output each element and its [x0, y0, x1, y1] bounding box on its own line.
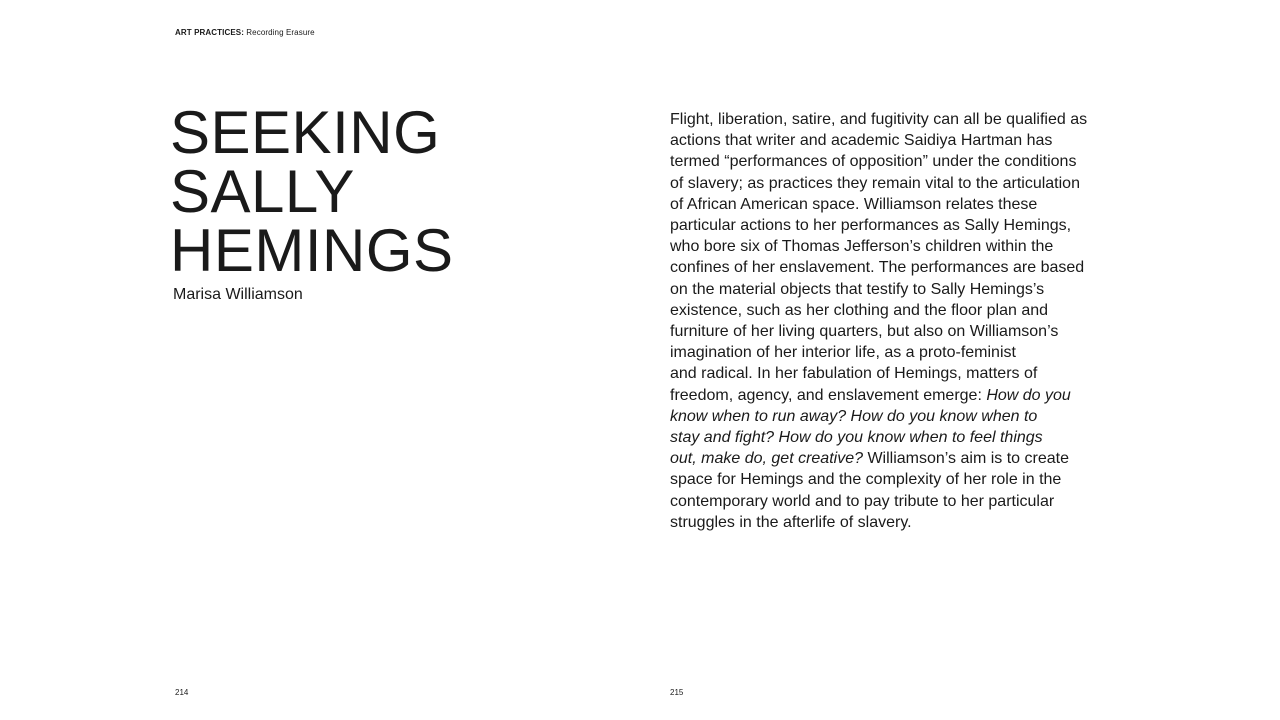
body-italic-run: know when to run away? How do you know when to	[670, 407, 1038, 425]
body-line	[670, 173, 1110, 194]
body-line	[670, 512, 1110, 533]
body-line	[670, 194, 1110, 215]
running-header-section: ART PRACTICES:	[175, 28, 244, 37]
body-line	[670, 300, 1110, 321]
body-text-run: confines of her enslavement. The performances are based	[670, 259, 1085, 277]
body-line	[670, 491, 1110, 512]
body-text-run: struggles in the afterlife of slavery.	[670, 513, 912, 531]
body-line	[670, 363, 1110, 384]
body-text-run: Williamson’s aim is to create	[863, 450, 1069, 468]
body-line	[670, 130, 1110, 151]
body-line	[670, 257, 1110, 278]
body-text-run: of slavery; as practices they remain vital to the articulation	[670, 174, 1080, 192]
body-line	[670, 427, 1110, 448]
running-header	[175, 28, 315, 37]
body-line	[670, 321, 1110, 342]
title-line: SEEKING	[170, 99, 441, 166]
body-text-run: termed “performances of opposition” under the conditions	[670, 153, 1077, 171]
author-name: Marisa Williamson	[173, 286, 303, 303]
body-italic-run: How do you	[986, 386, 1071, 404]
body-line	[670, 279, 1110, 300]
body-text-run: on the material objects that testify to Sally Hemings’s	[670, 280, 1045, 298]
title-line: HEMINGS	[170, 217, 454, 284]
body-text-run: furniture of her living quarters, but also on Williamson’s	[670, 323, 1059, 341]
body-italic-run: stay and fight? How do you know when to feel things	[670, 429, 1043, 447]
body-text-run: and radical. In her fabulation of Hemings, matters of	[670, 365, 1038, 383]
body-line	[670, 385, 1110, 406]
page-number-left: 214	[175, 688, 189, 697]
body-text-run: who bore six of Thomas Jefferson’s children within the	[670, 238, 1054, 256]
body-text-run: actions that writer and academic Saidiya Hartman has	[670, 132, 1053, 150]
title-line: SALLY	[170, 158, 355, 225]
body-line	[670, 236, 1110, 257]
body-line	[670, 109, 1110, 130]
body-line	[670, 215, 1110, 236]
body-text-run: freedom, agency, and enslavement emerge:	[670, 386, 987, 404]
body-paragraph	[670, 109, 1110, 533]
running-header-subtitle: Recording Erasure	[243, 28, 315, 37]
body-line	[670, 342, 1110, 363]
body-text-run: of African American space. Williamson relates these	[670, 195, 1038, 213]
body-text-run: particular actions to her performances as Sally Hemings,	[670, 217, 1072, 235]
body-italic-run: out, make do, get creative?	[670, 450, 863, 468]
body-text-run: contemporary world and to pay tribute to her particular	[670, 492, 1055, 510]
body-line	[670, 469, 1110, 490]
body-text-run: imagination of her interior life, as a proto-feminist	[670, 344, 1016, 362]
body-text-run: Flight, liberation, satire, and fugitivity can all be qualified as	[670, 111, 1088, 128]
article-title	[170, 99, 454, 284]
body-text-run: space for Hemings and the complexity of her role in the	[670, 471, 1062, 489]
page-number-right: 215	[670, 688, 684, 697]
body-line	[670, 151, 1110, 172]
body-line	[670, 406, 1110, 427]
body-line	[670, 448, 1110, 469]
body-text-run: existence, such as her clothing and the floor plan and	[670, 301, 1049, 319]
